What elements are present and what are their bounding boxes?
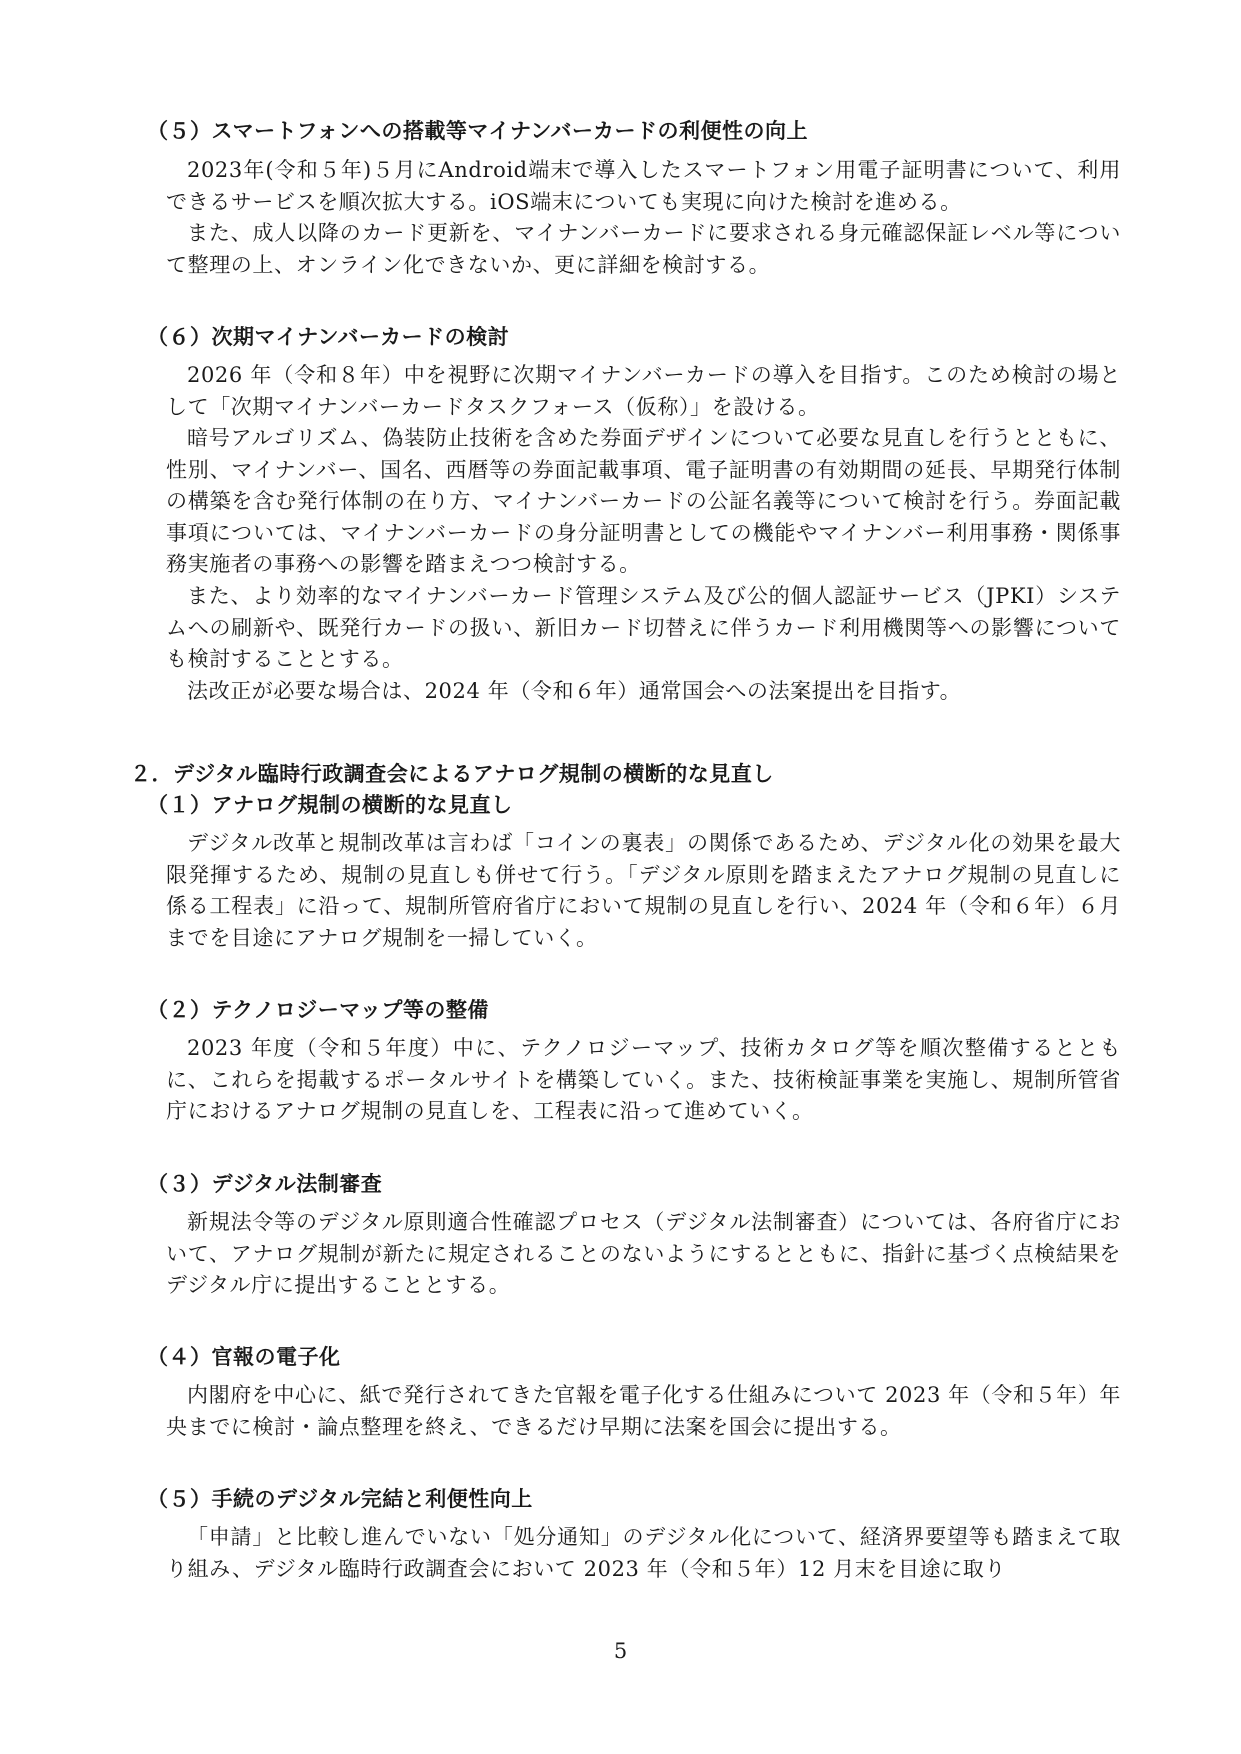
chapter-heading-analog-regulation: ２．デジタル臨時行政調査会によるアナログ規制の横断的な見直し bbox=[130, 762, 774, 786]
paragraph: 2023年(令和５年)５月にAndroid端末で導入したスマートフォン用電子証明書について、利用できるサービスを順次拡大する。iOS端末についても実現に向けた検討を進める。 bbox=[166, 158, 1121, 214]
paragraph: 「申請」と比較し進んでいない「処分通知」のデジタル化について、経済界要望等も踏まえて取り組み、デジタル臨時行政調査会において 2023 年（令和５年）12 月末を目途に取り bbox=[166, 1525, 1121, 1581]
paragraph: 新規法令等のデジタル原則適合性確認プロセス（デジタル法制審査）については、各府省庁において、アナログ規制が新たに規定されることのないようにするとともに、指針に基づく点検結果をデジタル庁に提出することとする。 bbox=[166, 1210, 1121, 1297]
paragraph: 暗号アルゴリズム、偽装防止技術を含めた券面デザインについて必要な見直しを行うとともに、性別、マイナンバー、国名、西暦等の券面記載事項、電子証明書の有効期間の延長、早期発行体制の構築を含む発行体制の在り方、マイナンバーカードの公証名義等について検討を行う。券面記載事項については、マイナンバーカードの身分証明書としての機能やマイナンバー利用事務・関係事務実施者の事務への影響を踏まえつつ検討する。 bbox=[166, 426, 1121, 576]
section-heading-gazette: （４）官報の電子化 bbox=[147, 1345, 341, 1369]
paragraph: また、成人以降のカード更新を、マイナンバーカードに要求される身元確認保証レベル等について整理の上、オンライン化できないか、更に詳細を検討する。 bbox=[166, 221, 1122, 277]
section-heading-cross-review: （１）アナログ規制の横断的な見直し bbox=[147, 793, 513, 817]
section-heading-digital-legal-review: （３）デジタル法制審査 bbox=[147, 1172, 383, 1196]
paragraph: 2023 年度（令和５年度）中に、テクノロジーマップ、技術カタログ等を順次整備するとともに、これらを掲載するポータルサイトを構築していく。また、技術検証事業を実施し、規制所管省庁におけるアナログ規制の見直しを、工程表に沿って進めていく。 bbox=[166, 1036, 1121, 1123]
page-number: 5 bbox=[613, 1639, 628, 1663]
paragraph: 内閣府を中心に、紙で発行されてきた官報を電子化する仕組みについて 2023 年（令和５年）年央までに検討・論点整理を終え、できるだけ早期に法案を国会に提出する。 bbox=[166, 1383, 1121, 1439]
paragraph: 2026 年（令和８年）中を視野に次期マイナンバーカードの導入を目指す。このため検討の場として「次期マイナンバーカードタスクフォース（仮称）」を設ける。 bbox=[166, 363, 1121, 419]
section-heading-next-card: （６）次期マイナンバーカードの検討 bbox=[147, 325, 510, 349]
section-heading-smartphone: （５）スマートフォンへの搭載等マイナンバーカードの利便性の向上 bbox=[147, 119, 809, 143]
paragraph: 法改正が必要な場合は、2024 年（令和６年）通常国会への法案提出を目指す。 bbox=[187, 679, 962, 703]
paragraph: デジタル改革と規制改革は言わば「コインの裏表」の関係であるため、デジタル化の効果を最大限発揮するため、規制の見直しも併せて行う。「デジタル原則を踏まえたアナログ規制の見直しに係る工程表」に沿って、規制所管府省庁において規制の見直しを行い、2024 年（令和６年）６月までを目途にアナログ規制を一掃していく。 bbox=[166, 831, 1121, 950]
section-heading-technology-map: （２）テクノロジーマップ等の整備 bbox=[147, 998, 489, 1022]
section-heading-procedure-completion: （５）手続のデジタル完結と利便性向上 bbox=[147, 1487, 533, 1511]
paragraph: また、より効率的なマイナンバーカード管理システム及び公的個人認証サービス（JPKI）システムへの刷新や、既発行カードの扱い、新旧カード切替えに伴うカード利用機関等への影響についても検討することとする。 bbox=[166, 584, 1121, 671]
